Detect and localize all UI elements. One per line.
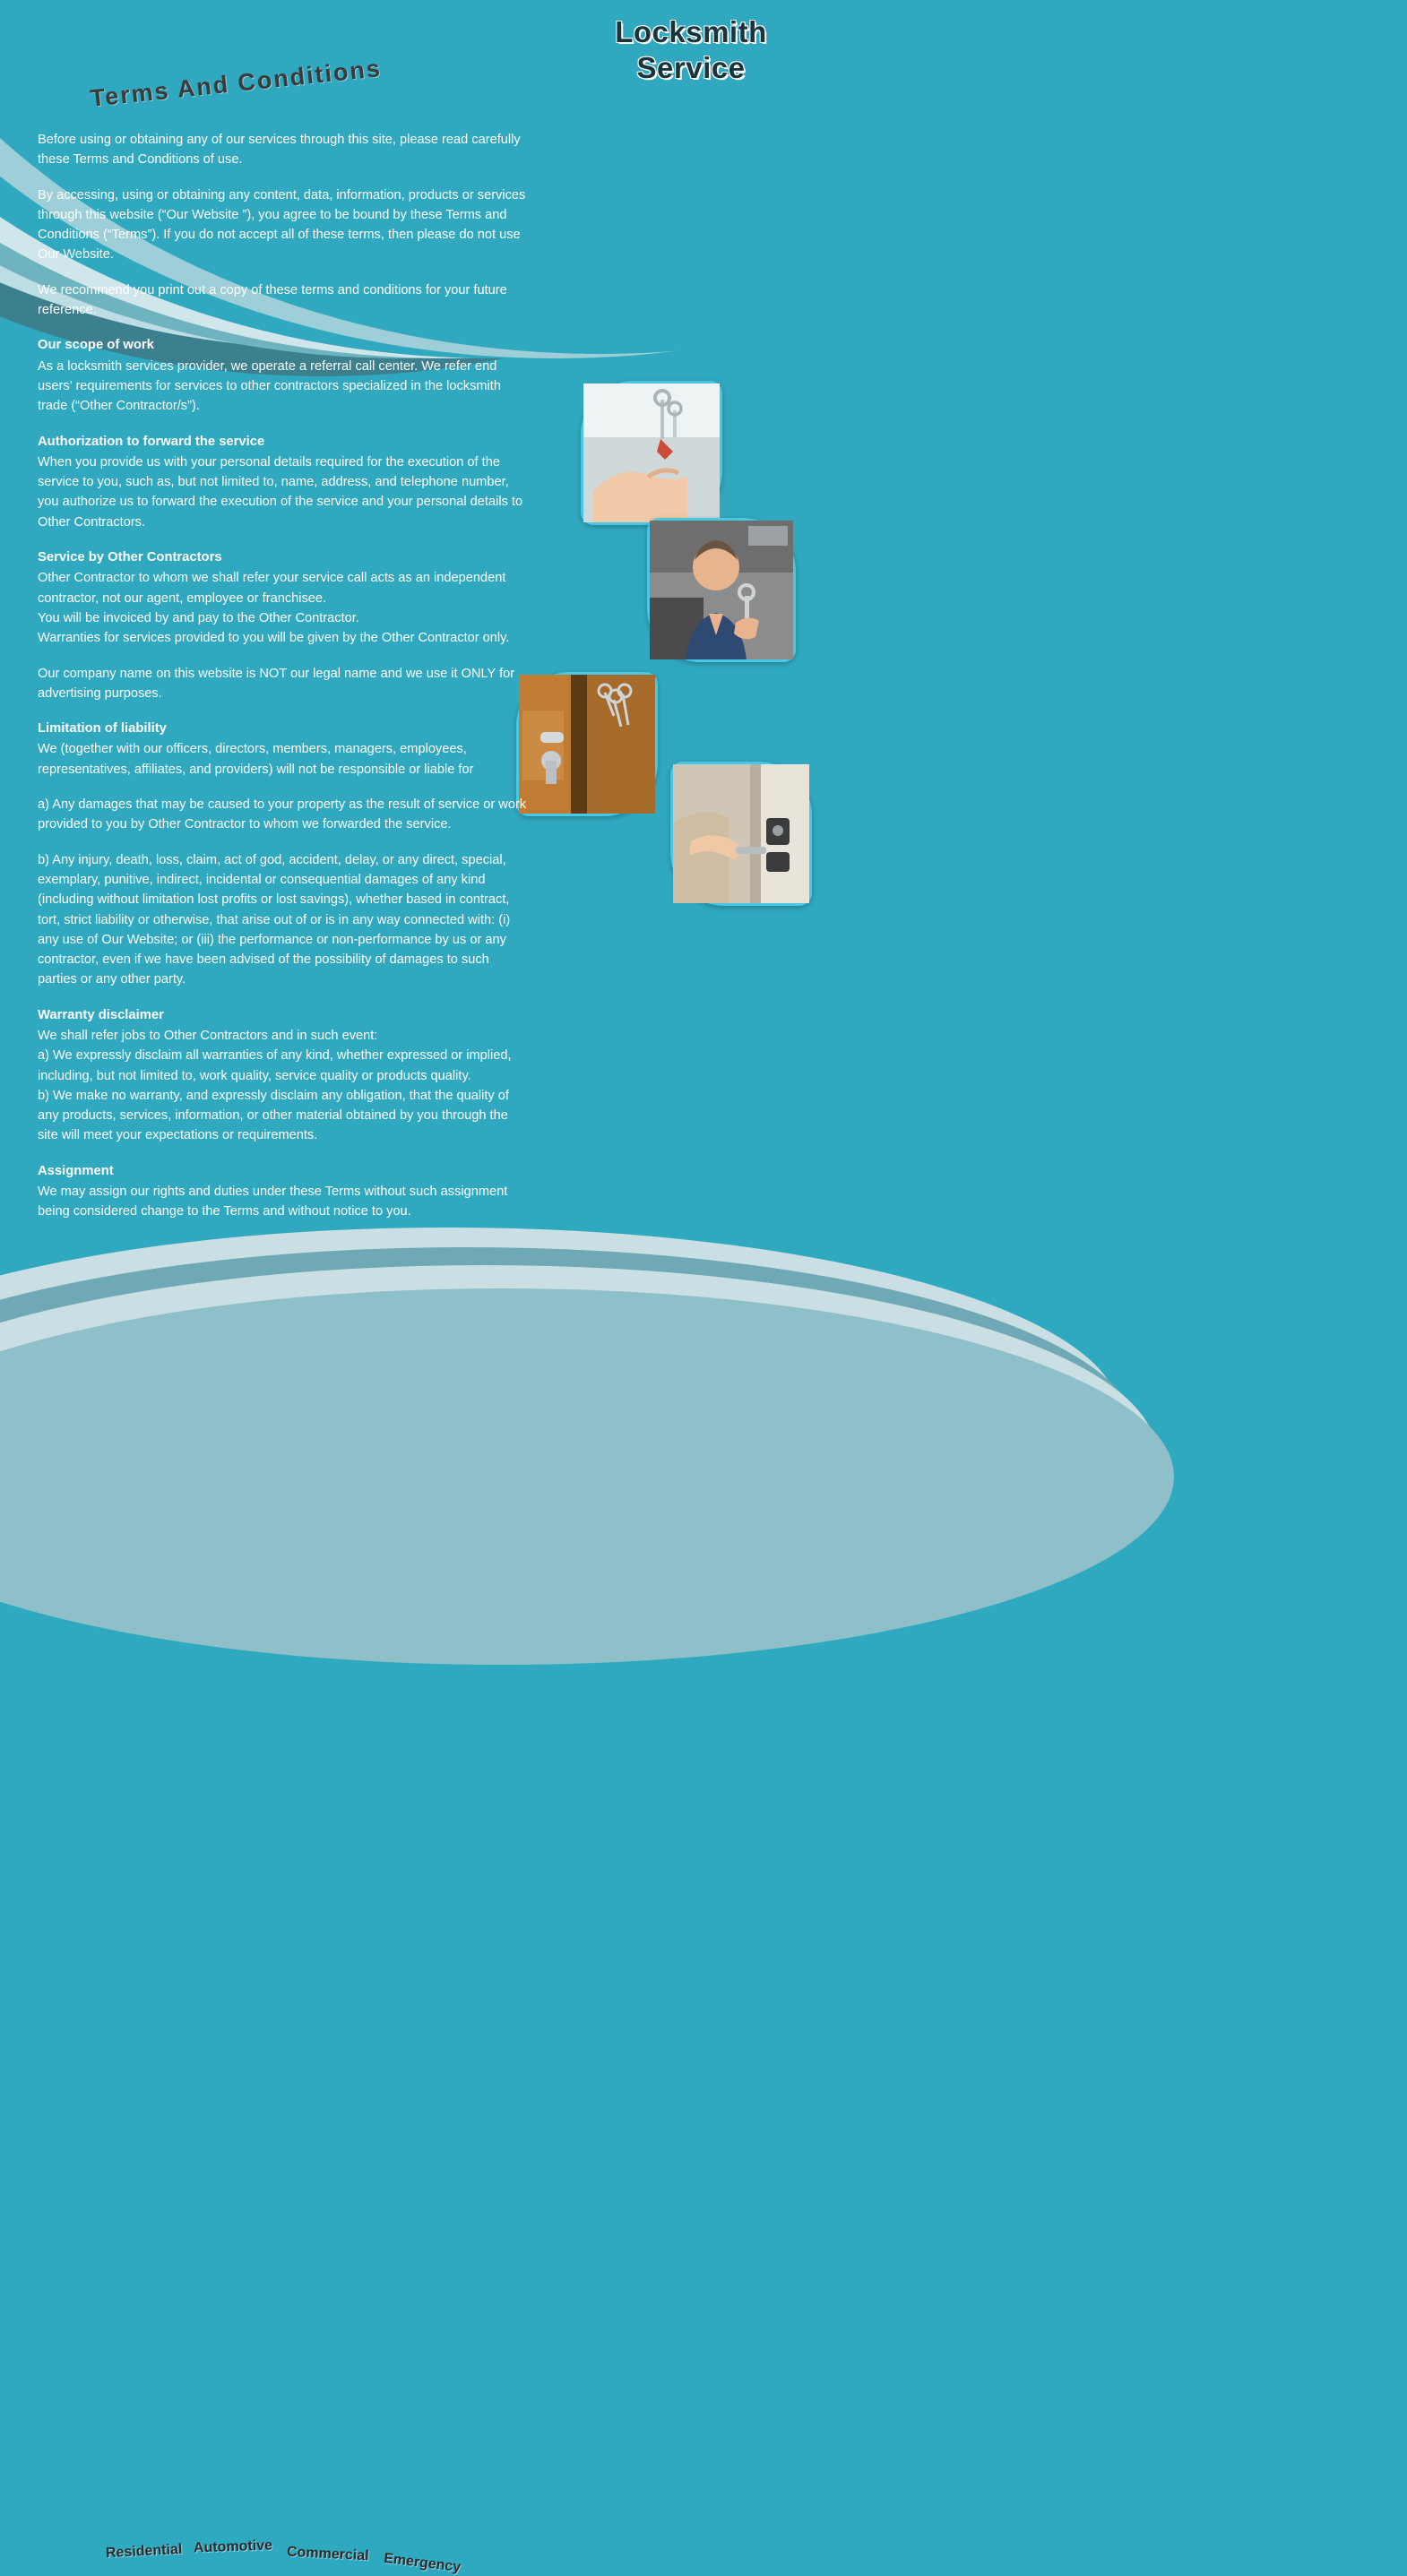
- page-title: Terms And Conditions: [89, 55, 384, 112]
- footer-tag-emergency: Emergency: [383, 2550, 462, 2576]
- section-heading: Authorization to forward the service: [38, 434, 265, 449]
- section-paragraph: Other Contractor to whom we shall refer your service call acts as an independent contractor, not our agent, employee or franchisee.: [38, 571, 506, 606]
- intro-paragraph-1: Before using or obtaining any of our services through this site, please read carefully these Terms and Conditions of use.: [38, 133, 521, 168]
- section-heading: Our scope of work: [38, 338, 154, 353]
- section-company-name-notice: [38, 664, 529, 704]
- section-paragraph: We shall refer jobs to Other Contractors and in such event:: [38, 1028, 378, 1043]
- footer-tag-commercial: Commercial: [286, 2544, 370, 2564]
- door-lock-and-keys-photo: [516, 672, 658, 816]
- section-paragraph: b) We make no warranty, and expressly disclaim any obligation, that the quality of any products, services, information, or other material obtained by you through the site will meet your expectations or requirements.: [38, 1088, 509, 1143]
- section-authorization-to-forward-the-service: [38, 432, 529, 532]
- section-paragraph: Our company name on this website is NOT our legal name and we use it ONLY for advertising purposes.: [38, 666, 515, 701]
- intro-paragraph-2: By accessing, using or obtaining any content, data, information, products or services through this website (“Our Website ”), you agree to be bound by these Terms and Conditions (“Terms”). If you do not accept all of these terms, then please do not use Our Website.: [38, 187, 526, 263]
- brand-logo: [588, 14, 794, 86]
- section-paragraph: We (together with our officers, directors, members, managers, employees, representatives, affiliates, and providers) will not be responsible or liable for: [38, 742, 474, 777]
- section-paragraph: You will be invoiced by and pay to the Other Contractor.: [38, 610, 359, 625]
- hand-holding-house-keys-photo: [581, 381, 722, 525]
- section-liability-item-b: [38, 850, 529, 990]
- section-heading: Warranty disclaimer: [38, 1007, 164, 1022]
- section-paragraph: a) We expressly disclaim all warranties of any kind, whether expressed or implied, including, but not limited to, work quality, service quality or products quality.: [38, 1048, 512, 1083]
- brand-line-2: Service: [636, 51, 746, 84]
- terms-body: [38, 130, 529, 1237]
- section-paragraph: b) Any injury, death, loss, claim, act of god, accident, delay, or any direct, special, exemplary, punitive, indirect, incidental or consequential damages of any kind (including without limitation lost profits or lost savings), whether based in contract, tort, strict liability or otherwise, that arise out of or is in any way connected with: (i) any use of Our Website; or (iii) the performance or non-performance by us or any contractor, even if we have been advised of the possibility of damages to such parties or any other party.: [38, 852, 511, 987]
- section-heading: Service by Other Contractors: [38, 550, 222, 565]
- footer-tag-automotive: Automotive: [193, 2537, 273, 2556]
- locksmith-installing-door-lock-photo: [670, 762, 812, 906]
- section-paragraph: a) Any damages that may be caused to your property as the result of service or work provided to you by Other Contractor to whom we forwarded the service.: [38, 797, 527, 832]
- intro-paragraph-3: We recommend you print out a copy of these terms and conditions for your future reference.: [38, 282, 507, 318]
- section-our-scope-of-work: [38, 335, 529, 416]
- section-paragraph: When you provide us with your personal details required for the execution of the service to you, such as, but not limited to, name, address, and telephone number, you authorize us to forward the execution of the service and your personal details to Other Contractors.: [38, 454, 523, 530]
- section-paragraph: We may assign our rights and duties under these Terms without such assignment being considered change to the Terms and without notice to you.: [38, 1185, 508, 1219]
- section-heading: Limitation of liability: [38, 721, 167, 737]
- section-liability-item-a: [38, 795, 529, 835]
- section-service-by-other-contractors: [38, 547, 529, 648]
- section-paragraph: As a locksmith services provider, we operate a referral call center. We refer end users’ requirements for services to other contractors specialized in the locksmith trade (“Other Contractor/s”).: [38, 358, 501, 414]
- section-assignment: [38, 1161, 529, 1222]
- brand-line-1: Locksmith: [615, 15, 767, 48]
- section-warranty-disclaimer: [38, 1005, 529, 1146]
- footer-tag-residential: Residential: [105, 2541, 183, 2562]
- section-paragraph: Warranties for services provided to you will be given by the Other Contractor only.: [38, 631, 510, 646]
- section-heading: Assignment: [38, 1163, 114, 1178]
- smiling-technician-with-key-photo: [647, 518, 796, 662]
- section-limitation-of-liability: [38, 719, 529, 780]
- footer-service-tags: [0, 1271, 807, 2576]
